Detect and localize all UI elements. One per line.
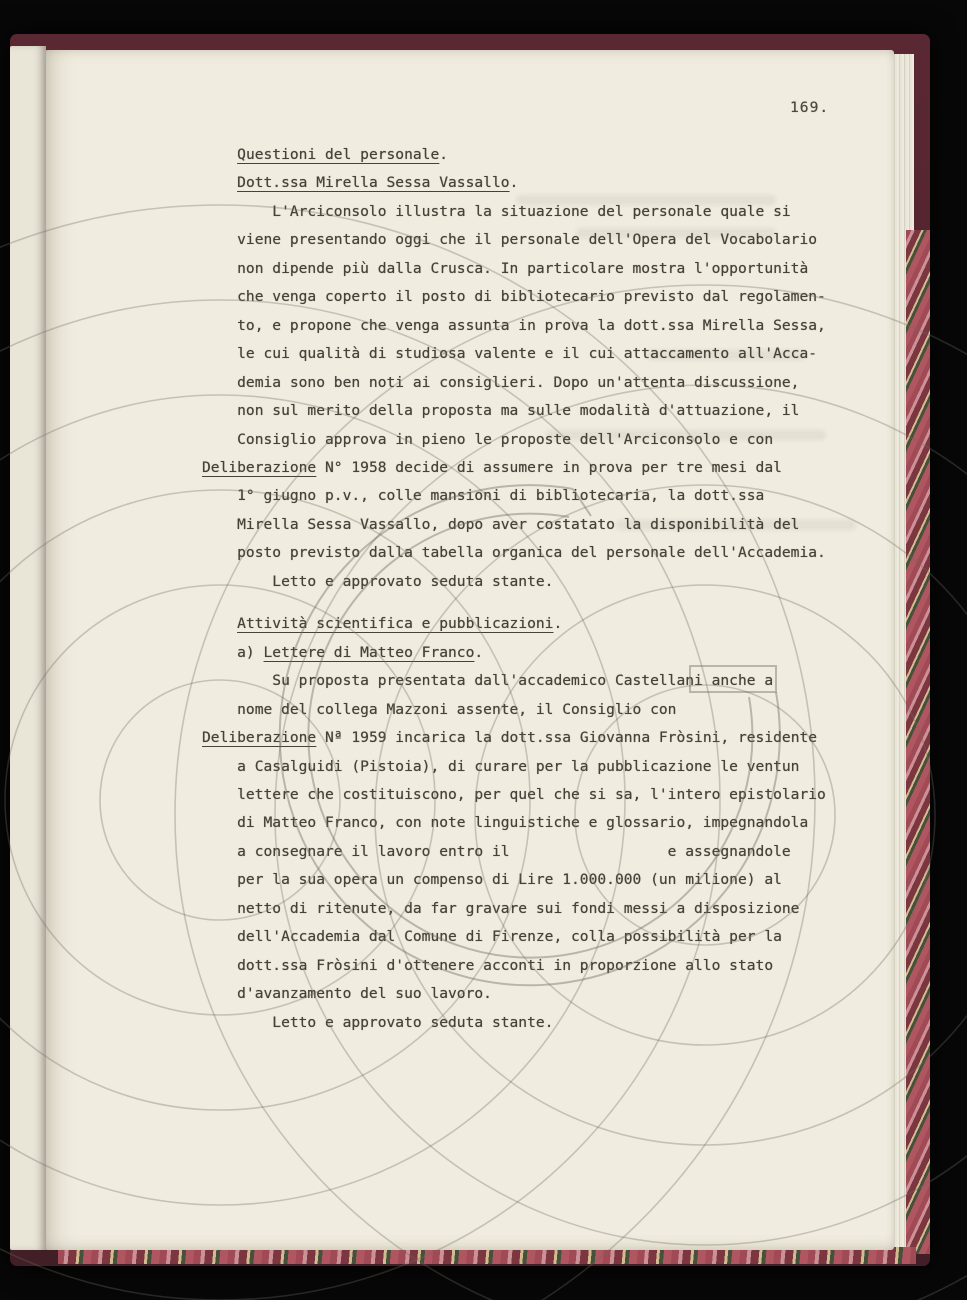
text-segment: .: [553, 615, 563, 633]
text-segment: d'avanzamento del suo lavoro.: [202, 985, 492, 1003]
text-segment: dott.ssa Fròsini d'ottenere acconti in proporzione allo stato: [202, 956, 774, 974]
text-segment: demia sono ben noti ai consiglieri. Dopo un'attenta discussione,: [202, 373, 800, 391]
text-segment: lettere che costituiscono, per quel che si sa, l'intero epistolario: [202, 785, 826, 803]
text-line: [202, 312, 826, 340]
underlined-text: Attività scientifica e pubblicazioni: [237, 615, 554, 633]
marbled-cover-edge-right: [906, 230, 930, 1254]
text-segment: di Matteo Franco, con note linguistiche e glossario, impegnandola: [202, 814, 809, 832]
text-line: [202, 923, 826, 951]
text-line: [202, 369, 826, 397]
text-segment: a Casalguidi (Pistoia), di curare per la pubblicazione le ventun: [202, 757, 800, 775]
text-line: [202, 781, 826, 809]
text-segment: to, e propone che venga assunta in prova la dott.ssa Mirella Sessa,: [202, 316, 826, 334]
text-segment: [202, 174, 237, 191]
typewritten-text-block: [202, 141, 826, 1037]
text-segment: netto di ritenute, da far gravare sui fondi messi a disposizione: [202, 899, 800, 917]
text-segment: posto previsto dalla tabella organica del personale dell'Accademia.: [202, 544, 826, 562]
text-line: [202, 454, 826, 482]
page-number: 169.: [790, 99, 830, 116]
text-segment: 1° giugno p.v., colle mansioni di bibliotecaria, la dott.ssa: [202, 487, 765, 505]
text-segment: non sul merito della proposta ma sulle modalità d'attuazione, il: [202, 402, 800, 420]
left-page-stack: [10, 46, 46, 1250]
text-line: [202, 255, 826, 283]
text-line: [202, 610, 826, 638]
text-line: [202, 866, 826, 894]
text-segment: Consiglio approva in pieno le proposte dell'Arciconsolo e con: [202, 430, 774, 448]
text-line: [202, 696, 826, 724]
text-line: [202, 639, 826, 667]
text-line: [202, 198, 826, 226]
text-segment: nome del collega Mazzoni assente, il Consiglio con: [202, 700, 677, 718]
text-segment: le cui qualità di studiosa valente e il cui attaccamento all'Acca-: [202, 345, 818, 363]
text-segment: non dipende più dalla Crusca. In particolare mostra l'opportunità: [202, 259, 809, 277]
underlined-text: Questioni del personale: [237, 146, 440, 163]
text-segment: L'Arciconsolo illustra la situazione del personale quale si: [202, 202, 791, 220]
text-segment: Mirella Sessa Vassallo, dopo aver costatato la disponibilità del: [202, 515, 800, 533]
text-line: [202, 226, 826, 254]
text-line: [202, 397, 826, 425]
text-line: [202, 511, 826, 539]
text-segment: [202, 146, 237, 163]
underlined-text: Dott.ssa Mirella Sessa Vassallo: [237, 174, 510, 192]
text-segment: [202, 615, 237, 632]
text-line: [202, 667, 826, 695]
text-line: [202, 283, 826, 311]
text-line: [202, 426, 826, 454]
text-line: [202, 895, 826, 923]
text-line: [202, 539, 826, 567]
underlined-text: Deliberazione: [202, 458, 317, 476]
text-line: [202, 169, 826, 197]
text-segment: a consegnare il lavoro entro il e assegnandole: [202, 842, 791, 860]
text-line: [202, 753, 826, 781]
text-line: [202, 809, 826, 837]
text-segment: per la sua opera un compenso di Lire 1.000.000 (un milione) al: [202, 871, 782, 889]
text-segment: Nª 1959 incarica la dott.ssa Giovanna Fròsini, residente: [316, 729, 818, 747]
text-segment: N° 1958 decide di assumere in prova per tre mesi dal: [316, 458, 782, 476]
text-line: [202, 340, 826, 368]
text-line: [202, 568, 826, 596]
text-line: [202, 952, 826, 980]
text-line: [202, 838, 826, 866]
text-segment: che venga coperto il posto di bibliotecario previsto dal regolamen-: [202, 288, 826, 306]
text-segment: Letto e approvato seduta stante.: [202, 1013, 554, 1031]
text-segment: .: [439, 146, 449, 163]
underlined-text: Lettere di Matteo Franco: [263, 643, 475, 661]
text-segment: dell'Accademia dal Comune di Firenze, colla possibilità per la: [202, 928, 782, 946]
text-segment: Letto e approvato seduta stante.: [202, 572, 554, 590]
text-line: [202, 141, 826, 169]
text-segment: .: [474, 643, 484, 661]
text-line: [202, 980, 826, 1008]
text-line: [202, 724, 826, 752]
text-line: [202, 1009, 826, 1037]
text-segment: a): [202, 643, 264, 661]
text-segment: .: [509, 174, 519, 192]
text-segment: Su proposta presentata dall'accademico Castellani anche a: [202, 672, 774, 690]
text-line: [202, 482, 826, 510]
underlined-text: Deliberazione: [202, 729, 317, 747]
text-segment: viene presentando oggi che il personale dell'Opera del Vocabolario: [202, 231, 818, 249]
